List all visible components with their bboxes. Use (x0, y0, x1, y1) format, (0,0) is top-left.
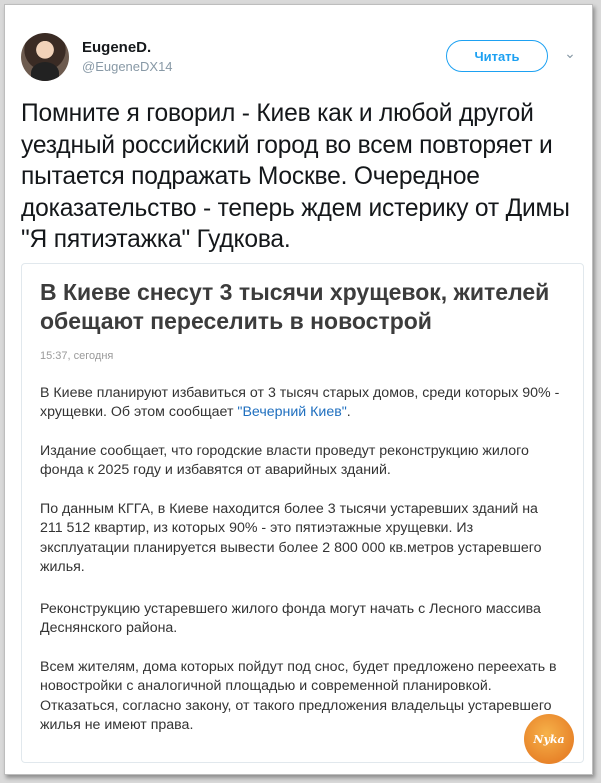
card-p1-prefix: В Киеве планируют избавиться от 3 тысяч старых домов, среди которых 90% - хрущевки. Об этом сообщает (40, 385, 560, 421)
watermark-badge: Nyka (524, 714, 574, 764)
card-paragraph-2: Издание сообщает, что городские власти проведут реконструкцию жилого фонда к 2025 году и избавятся от аварийных зданий. (40, 443, 529, 479)
card-paragraph-4: Реконструкцию устаревшего жилого фонда могут начать с Лесного массива Деснянского района. (40, 601, 541, 637)
avatar[interactable] (21, 33, 69, 81)
card-paragraph-1 (40, 384, 560, 423)
user-handle[interactable]: @EugeneDX14 (82, 59, 173, 74)
tweet-header (21, 29, 581, 85)
card-paragraph-5: Всем жителям, дома которых пойдут под снос, будет предложено переехать в новостройки с аналогичной площадью и современной планировкой. Отказаться, согласно закону, от такого предложения владельцы устаревшего жилья не имеют права. (40, 659, 557, 733)
link-preview-card[interactable] (21, 263, 584, 763)
card-timestamp: 15:37, сегодня (40, 350, 114, 362)
card-paragraph-3: По данным КГГА, в Киеве находится более 3 тысячи устаревших зданий на 211 512 квартир, из которых 90% - это пятиэтажные хрущевки. Из эксплуатации планируется вывести более 2 800 000 кв.метров устаревшего жилья. (40, 501, 542, 575)
source-link[interactable]: "Вечерний Киев" (237, 404, 347, 421)
tweet-text: Помните я говорил - Киев как и любой другой уездный российский город во всем повторяет и пытается подражать Москве. Очередное доказательство - теперь ждем истерику от Димы "Я пятиэтажка" Гудкова. (21, 100, 570, 253)
card-p1-suffix: . (346, 404, 351, 421)
user-name[interactable]: EugeneD. (82, 39, 152, 56)
card-title[interactable]: В Киеве снесут 3 тысячи хрущевок, жителей обещают переселить в новострой (40, 279, 550, 334)
screenshot-frame (4, 4, 593, 775)
follow-button[interactable]: Читать (446, 40, 548, 72)
chevron-down-icon[interactable]: ⌄ (564, 45, 576, 61)
